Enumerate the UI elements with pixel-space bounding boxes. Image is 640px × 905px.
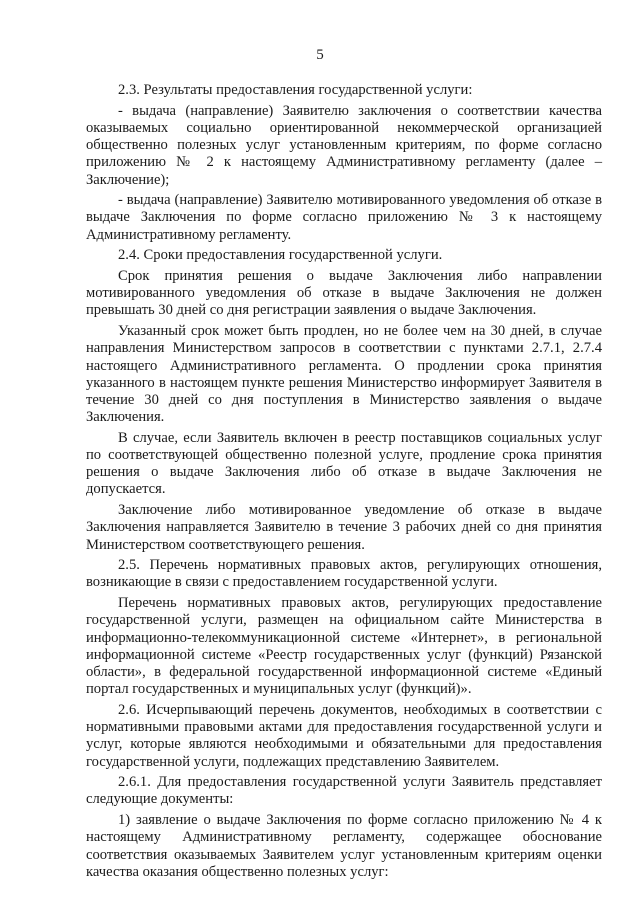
sending-term-paragraph: Заключение либо мотивированное уведомление об отказе в выдаче Заключения направляется Заявителю в течение 3 рабочих дней со дня принятия Министерством соответствующего решения. [86,502,602,553]
result-refusal-item: - выдача (направление) Заявителю мотивированного уведомления об отказе в выдаче Заключения по форме согласно приложению № 3 к настоящему Административному регламенту. [86,192,602,243]
result-conclusion-item: - выдача (направление) Заявителю заключения о соответствии качества оказываемых социально ориентированной некоммерческой организацией общественно полезных услуг установленным критериям, по форме согласно приложению № 2 к настоящему Административному регламенту (далее – Заключение); [86,102,602,188]
page-number: 5 [316,47,324,63]
section-2-6-heading: 2.6. Исчерпывающий перечень документов, необходимых в соответствии с нормативными правовыми актами для предоставления государственной услуги и услуг, которые являются необходимыми и обязательными для предоставления государственной услуги, подлежащих представлению Заявителем. [86,701,602,770]
registry-exception-paragraph: В случае, если Заявитель включен в реестр поставщиков социальных услуг по соответствующей общественно полезной услуге, продление срока принятия решения о выдаче Заключения либо об отказе в выдаче Заключения не допускается. [86,429,602,498]
section-2-5-heading: 2.5. Перечень нормативных правовых актов, регулирующих отношения, возникающие в связи с предоставлением государственной услуги. [86,557,602,591]
section-2-6-1-paragraph: 2.6.1. Для предоставления государственной услуги Заявитель представляет следующие документы: [86,774,602,808]
legal-acts-paragraph: Перечень нормативных правовых актов, регулирующих предоставление государственной услуги, размещен на официальном сайте Министерства в информационно-телекоммуникационной системе «Интернет», в региональной информационной системе «Реестр государственных услуг (функций) Рязанской области», в федеральной государственной информационной системе «Единый портал государственных и муниципальных услуг (функций)». [86,595,602,698]
section-2-4-heading: 2.4. Сроки предоставления государственной услуги. [118,247,443,264]
application-document-item: 1) заявление о выдаче Заключения по форме согласно приложению № 4 к настоящему Административному регламенту, содержащее обоснование соответствия оказываемых Заявителем услуг установленным критериям оценки качества оказания общественно полезных услуг: [86,812,602,880]
document-body [86,82,602,884]
section-2-3-heading: 2.3. Результаты предоставления государственной услуги: [118,82,473,98]
term-extension-paragraph: Указанный срок может быть продлен, но не более чем на 30 дней, в случае направления Министерством запросов в соответствии с пунктами 2.7.1, 2.7.4 настоящего Административного регламента. О продлении срока принятия указанного в настоящем пункте решения Министерство информирует Заявителя в течение 30 дней со дня поступления в Министерство заявления о выдаче Заключения. [86,323,602,426]
decision-term-paragraph: Срок принятия решения о выдаче Заключения либо направлении мотивированного уведомления об отказе в выдаче Заключения не должен превышать 30 дней со дня регистрации заявления о выдаче Заключения. [86,268,602,319]
